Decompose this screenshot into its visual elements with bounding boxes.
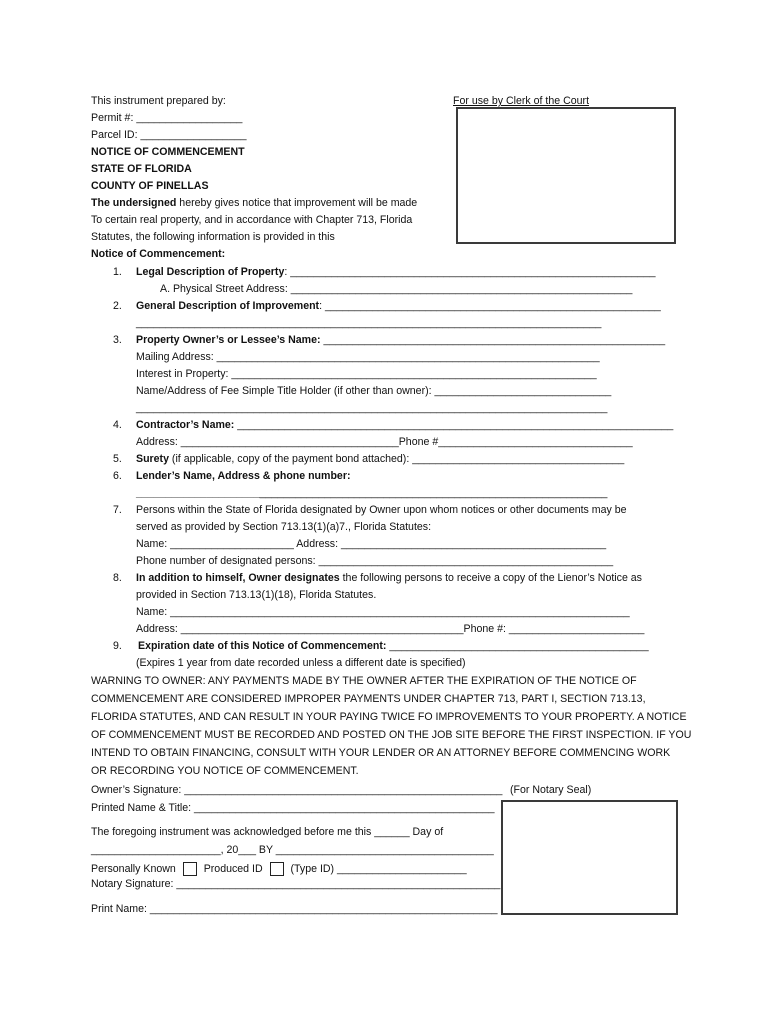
clerk-label: For use by Clerk of the Court xyxy=(453,95,590,107)
item-8-text: the following persons to receive a copy of the Lienor’s Notice as xyxy=(339,572,642,584)
clerk-box xyxy=(456,107,676,244)
item-3-line-5[interactable]: ________________________________________________________________________________ xyxy=(136,402,608,414)
intro-line-2: To certain real property, and in accordance with Chapter 713, Florida xyxy=(91,214,413,226)
item-3-number: 3. xyxy=(113,334,122,346)
produced-id-checkbox[interactable] xyxy=(270,862,284,876)
prepared-by: This instrument prepared by: xyxy=(91,95,226,107)
item-2-number: 2. xyxy=(113,300,122,312)
item-5-blank[interactable]: (if applicable, copy of the payment bond attached): ____________________________________ xyxy=(168,453,625,465)
lienor-name-field[interactable]: Name: ______________________________________________________________________________ xyxy=(136,606,630,618)
mailing-address-field[interactable]: Mailing Address: _________________________________________________________________ xyxy=(136,351,600,363)
intro-text: hereby gives notice that improvement will be made xyxy=(176,197,418,209)
date-by-field[interactable]: ______________________, 20___ BY _____________________________________ xyxy=(91,844,494,856)
item-1a-street-address[interactable]: A. Physical Street Address: __________________________________________________________ xyxy=(160,283,633,295)
item-2-line-2[interactable]: _______________________________________________________________________________ xyxy=(136,317,602,329)
item-4-line[interactable] xyxy=(136,419,673,432)
item-4-label: Contractor’s Name: xyxy=(136,419,235,431)
item-1-line[interactable] xyxy=(136,266,656,279)
item-8-line-1 xyxy=(136,572,642,585)
item-1-blank[interactable]: : ______________________________________________________________ xyxy=(284,266,656,278)
designated-name-field[interactable]: Name: _____________________ Address: _____________________________________________ xyxy=(136,538,607,550)
item-8-line-2: provided in Section 713.13(1)(18), Florida Statutes. xyxy=(136,589,377,601)
fee-simple-field[interactable]: Name/Address of Fee Simple Title Holder (if other than owner): ______________________________ xyxy=(136,385,612,397)
item-2-label: General Description of Improvement xyxy=(136,300,320,312)
item-6-blank-bold[interactable]: _____________________ xyxy=(136,487,260,499)
owner-signature-field[interactable]: Owner’s Signature: ______________________________________________________ xyxy=(91,784,503,796)
item-3-blank[interactable]: __________________________________________________________ xyxy=(320,334,666,346)
item-7-line-1: Persons within the State of Florida designated by Owner upon whom notices or other documents may be xyxy=(136,504,627,516)
item-6-number: 6. xyxy=(113,470,122,482)
printed-name-field[interactable]: Printed Name & Title: ___________________________________________________ xyxy=(91,802,495,814)
document-title: NOTICE OF COMMENCEMENT xyxy=(91,146,245,158)
intro-line-1 xyxy=(91,197,417,210)
item-6-label: Lender’s Name, Address & phone number: xyxy=(136,470,351,482)
item-4-blank[interactable]: __________________________________________________________________________ xyxy=(234,419,674,431)
item-7-line-2: served as provided by Section 713.13(1)(a)7., Florida Statutes: xyxy=(136,521,432,533)
undersigned-label: The undersigned xyxy=(91,197,177,209)
item-2-line[interactable] xyxy=(136,300,661,313)
designated-phone-field[interactable]: Phone number of designated persons: __________________________________________________ xyxy=(136,555,614,567)
notary-signature-field[interactable]: Notary Signature: _______________________________________________________ xyxy=(91,878,501,890)
parcel-field[interactable]: Parcel ID: __________________ xyxy=(91,129,247,141)
notice-label: Notice of Commencement: xyxy=(91,248,226,260)
warning-line: WARNING TO OWNER: ANY PAYMENTS MADE BY THE OWNER AFTER THE EXPIRATION OF THE NOTICE OF xyxy=(91,675,637,687)
lienor-address-field[interactable]: Address: ________________________________________________Phone #: _______________________ xyxy=(136,623,645,635)
personally-known-label: Personally Known xyxy=(91,862,176,875)
item-5-label: Surety xyxy=(136,453,169,465)
permit-field[interactable]: Permit #: __________________ xyxy=(91,112,243,124)
warning-line: FLORIDA STATUTES, AND CAN RESULT IN YOUR PAYING TWICE FO IMPROVEMENTS TO YOUR PROPERTY. A NOTICE xyxy=(91,711,687,723)
item-6-blank[interactable]: ___________________________________________________________ xyxy=(259,487,608,499)
identification-row xyxy=(91,862,467,876)
county-label: COUNTY OF PINELLAS xyxy=(91,180,209,192)
item-3-label: Property Owner’s or Lessee’s Name: xyxy=(136,334,321,346)
warning-line: OR RECORDING YOU NOTICE OF COMMENCEMENT. xyxy=(91,765,359,777)
item-9-blank[interactable]: ____________________________________________ xyxy=(386,640,649,652)
state-label: STATE OF FLORIDA xyxy=(91,163,192,175)
item-7-number: 7. xyxy=(113,504,122,516)
item-9-note: (Expires 1 year from date recorded unless a different date is specified) xyxy=(136,657,466,669)
interest-field[interactable]: Interest in Property: ______________________________________________________________ xyxy=(136,368,597,380)
item-6-line-2[interactable] xyxy=(136,487,607,500)
print-name-field[interactable]: Print Name: ___________________________________________________________ xyxy=(91,903,498,915)
personally-known-checkbox[interactable] xyxy=(183,862,197,876)
produced-id-label: Produced ID xyxy=(203,862,263,875)
item-5-number: 5. xyxy=(113,453,122,465)
type-id-field[interactable]: (Type ID) ______________________ xyxy=(290,862,467,875)
item-9-number: 9. xyxy=(113,640,122,652)
item-3-line[interactable] xyxy=(136,334,665,347)
item-8-label: In addition to himself, Owner designates xyxy=(136,572,340,584)
item-5-line[interactable] xyxy=(136,453,624,466)
item-8-number: 8. xyxy=(113,572,122,584)
intro-line-3: Statutes, the following information is provided in this xyxy=(91,231,335,243)
item-4-number: 4. xyxy=(113,419,122,431)
warning-line: OF COMMENCEMENT MUST BE RECORDED AND POSTED ON THE JOB SITE BEFORE THE FIRST INSPECTION. IF YOU xyxy=(91,729,692,741)
item-1-label: Legal Description of Property xyxy=(136,266,285,278)
item-9-label: Expiration date of this Notice of Commencement: xyxy=(138,640,387,652)
item-2-blank[interactable]: : _________________________________________________________ xyxy=(319,300,661,312)
warning-line: INTEND TO OBTAIN FINANCING, CONSULT WITH YOUR LENDER OR AN ATTORNEY BEFORE COMMENCING WORK xyxy=(91,747,671,759)
notary-seal-label: (For Notary Seal) xyxy=(510,784,592,796)
acknowledged-text[interactable]: The foregoing instrument was acknowledged before me this ______ Day of xyxy=(91,826,444,838)
item-1-number: 1. xyxy=(113,266,122,278)
notary-seal-box xyxy=(501,800,678,915)
item-9-line[interactable] xyxy=(138,640,649,653)
contractor-address-field[interactable]: Address: _____________________________________Phone #_________________________________ xyxy=(136,436,633,448)
warning-line: COMMENCEMENT ARE CONSIDERED IMPROPER PAYMENTS UNDER CHAPTER 713, PART I, SECTION 713.13, xyxy=(91,693,646,705)
